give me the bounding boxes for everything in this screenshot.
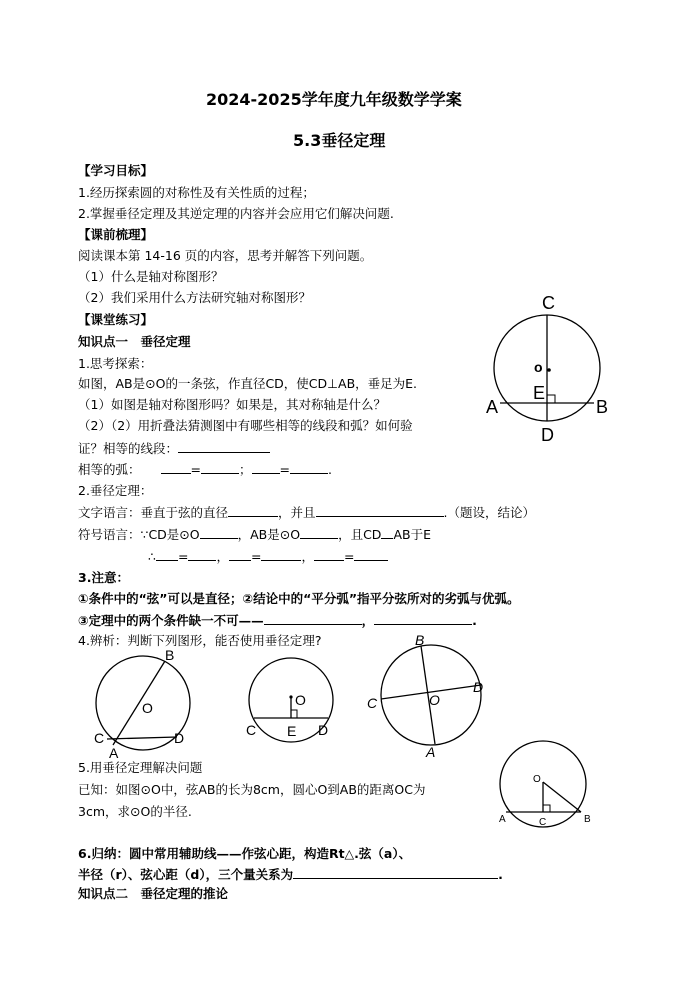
judge-figure-3 <box>363 633 493 761</box>
review-q1: （1）什么是轴对称图形？ <box>78 269 224 284</box>
arc-blank-4[interactable] <box>290 461 328 474</box>
right-angle-mark <box>291 710 297 718</box>
equals-sign: = <box>279 462 290 477</box>
explore-title: 1.思考探索： <box>78 356 153 371</box>
label-o: O <box>533 774 541 785</box>
symbol-blank-3[interactable] <box>381 526 393 539</box>
note-line-1: ①条件中的“弦”可以是直径；②结论中的“平分弧”指平分弦所对的劣弧与优弧。 <box>78 591 520 606</box>
label-e: E <box>533 383 546 403</box>
label-c: C <box>539 817 547 828</box>
equals-sign: = <box>343 549 355 564</box>
label-b: B <box>165 647 175 663</box>
theorem-text-language <box>78 504 535 521</box>
label-a: A <box>426 744 436 760</box>
symbol-blank-1[interactable] <box>200 526 238 539</box>
concl-blank-4[interactable] <box>261 548 301 561</box>
right-angle-mark <box>543 805 550 812</box>
right-angle-mark <box>547 395 555 403</box>
explore-line-2: （1）如图是轴对称图形吗？如果是，其对称轴是什么？ <box>78 397 386 412</box>
arc-blank-3[interactable] <box>252 461 280 474</box>
diameter-line <box>113 661 165 745</box>
section-title: 5.3垂径定理 <box>293 131 386 150</box>
label-d: D <box>473 679 484 695</box>
comma: ， <box>216 549 229 564</box>
note-line-2-text: ③定理中的两个条件缺一不可—— <box>78 613 264 628</box>
main-circle-figure <box>470 288 620 448</box>
review-intro: 阅读课本第 14-16 页的内容，思考并解答下列问题。 <box>78 248 373 263</box>
symbol-part-1: 符号语言：∵CD是⊙O <box>78 527 200 542</box>
label-c: C <box>246 722 257 738</box>
label-a: A <box>499 814 506 825</box>
comma: ， <box>301 549 314 564</box>
judge-title: 4.辨析：判断下列图形，能否使用垂径定理? <box>78 633 322 648</box>
symbol-part-2: ，AB是⊙O <box>237 527 301 542</box>
practice-heading: 【课堂练习】 <box>78 312 154 327</box>
objective-2: 2.掌握垂径定理及其逆定理的内容并会应用它们解决问题. <box>78 206 394 221</box>
note-line-2 <box>78 612 477 629</box>
label-o: O <box>295 692 306 708</box>
theorem-title: 2.垂径定理： <box>78 483 153 498</box>
equals-sign: = <box>177 549 189 564</box>
label-d: D <box>174 730 185 746</box>
summary-line-2 <box>78 866 503 883</box>
solve-line-1: 已知：如图⊙O中，弦AB的长为8cm，圆心O到AB的距离OC为 <box>78 782 426 797</box>
equal-segments-blank[interactable] <box>178 440 270 453</box>
concl-blank-6[interactable] <box>354 548 388 561</box>
therefore-sign: ∴ <box>148 549 156 564</box>
arc-blank-1[interactable] <box>161 461 191 474</box>
knowledge-point-2: 知识点二 垂径定理的推论 <box>78 886 229 901</box>
comma: ， <box>361 613 375 628</box>
concl-blank-5[interactable] <box>314 548 344 561</box>
center-dot <box>547 368 551 372</box>
label-o: O <box>142 700 153 716</box>
page-title: 2024-2025学年度九年级数学学案 <box>206 90 462 109</box>
summary-blank[interactable] <box>293 866 498 879</box>
center-dot <box>289 695 292 698</box>
label-o: o <box>534 359 543 375</box>
knowledge-point-1: 知识点一 垂径定理 <box>78 334 191 349</box>
label-a: A <box>486 397 499 417</box>
solve-line-2: 3cm，求⊙O的半径. <box>78 804 192 819</box>
text-blank-2[interactable] <box>316 504 444 517</box>
judge-figure-2 <box>240 655 345 745</box>
review-q2: （2）我们采用什么方法研究轴对称图形？ <box>78 290 311 305</box>
text-language-part-2: ，并且 <box>278 505 316 520</box>
radius-ob <box>543 782 581 812</box>
label-o: O <box>429 692 440 708</box>
theorem-conclusion <box>148 548 388 565</box>
label-c: C <box>94 730 105 746</box>
theorem-symbol-language <box>78 526 431 543</box>
note-blank-1[interactable] <box>264 612 362 625</box>
symbol-blank-2[interactable] <box>300 526 338 539</box>
concl-blank-3[interactable] <box>229 548 251 561</box>
explore-line-1: 如图，AB是⊙O的一条弦，作直径CD，使CD⊥AB，垂足为E. <box>78 376 418 391</box>
period: . <box>328 462 332 477</box>
solve-title: 5.用垂径定理解决问题 <box>78 760 203 775</box>
summary-line-1: 6.归纳：圆中常用辅助线——作弦心距，构造Rt△.弦（a）、 <box>78 846 412 861</box>
review-heading: 【课前梳理】 <box>78 227 154 242</box>
label-a: A <box>109 745 119 761</box>
summary-line-2-text: 半径（r）、弦心距（d），三个量关系为 <box>78 867 294 882</box>
period: . <box>472 613 477 628</box>
symbol-part-4: AB于E <box>393 527 431 542</box>
label-d: D <box>541 425 554 445</box>
concl-blank-1[interactable] <box>156 548 178 561</box>
label-c: C <box>542 293 555 313</box>
text-language-part-3: .（题设，结论） <box>443 505 536 520</box>
label-e: E <box>287 723 297 739</box>
equal-segments-label: 证？相等的线段： <box>78 441 179 456</box>
objective-1: 1.经历探索圆的对称性及有关性质的过程； <box>78 185 315 200</box>
equals-sign: = <box>250 549 262 564</box>
label-c: C <box>367 695 378 711</box>
judge-figure-1 <box>85 645 205 760</box>
period: . <box>498 867 503 882</box>
equals-sign: = <box>190 462 201 477</box>
separator: ； <box>239 462 252 477</box>
explore-line-3: （2）（2）用折叠法猜测图中有哪些相等的线段和弧？如何验 <box>78 418 413 433</box>
symbol-part-3: ，且CD <box>338 527 382 542</box>
solve-figure <box>492 734 602 829</box>
explore-line-4 <box>78 440 270 457</box>
explore-line-5 <box>78 461 332 478</box>
text-blank-1[interactable] <box>228 504 278 517</box>
label-b: B <box>596 397 609 417</box>
text-language-part-1: 文字语言：垂直于弦的直径 <box>78 505 229 520</box>
arc-blank-2[interactable] <box>201 461 239 474</box>
equal-arcs-label: 相等的弧： <box>78 462 141 477</box>
concl-blank-2[interactable] <box>188 548 216 561</box>
note-title: 3.注意： <box>78 570 129 585</box>
label-b: B <box>415 632 425 648</box>
label-d: D <box>318 722 329 738</box>
objectives-heading: 【学习目标】 <box>78 163 154 178</box>
note-blank-2[interactable] <box>374 612 472 625</box>
label-b: B <box>584 814 591 825</box>
